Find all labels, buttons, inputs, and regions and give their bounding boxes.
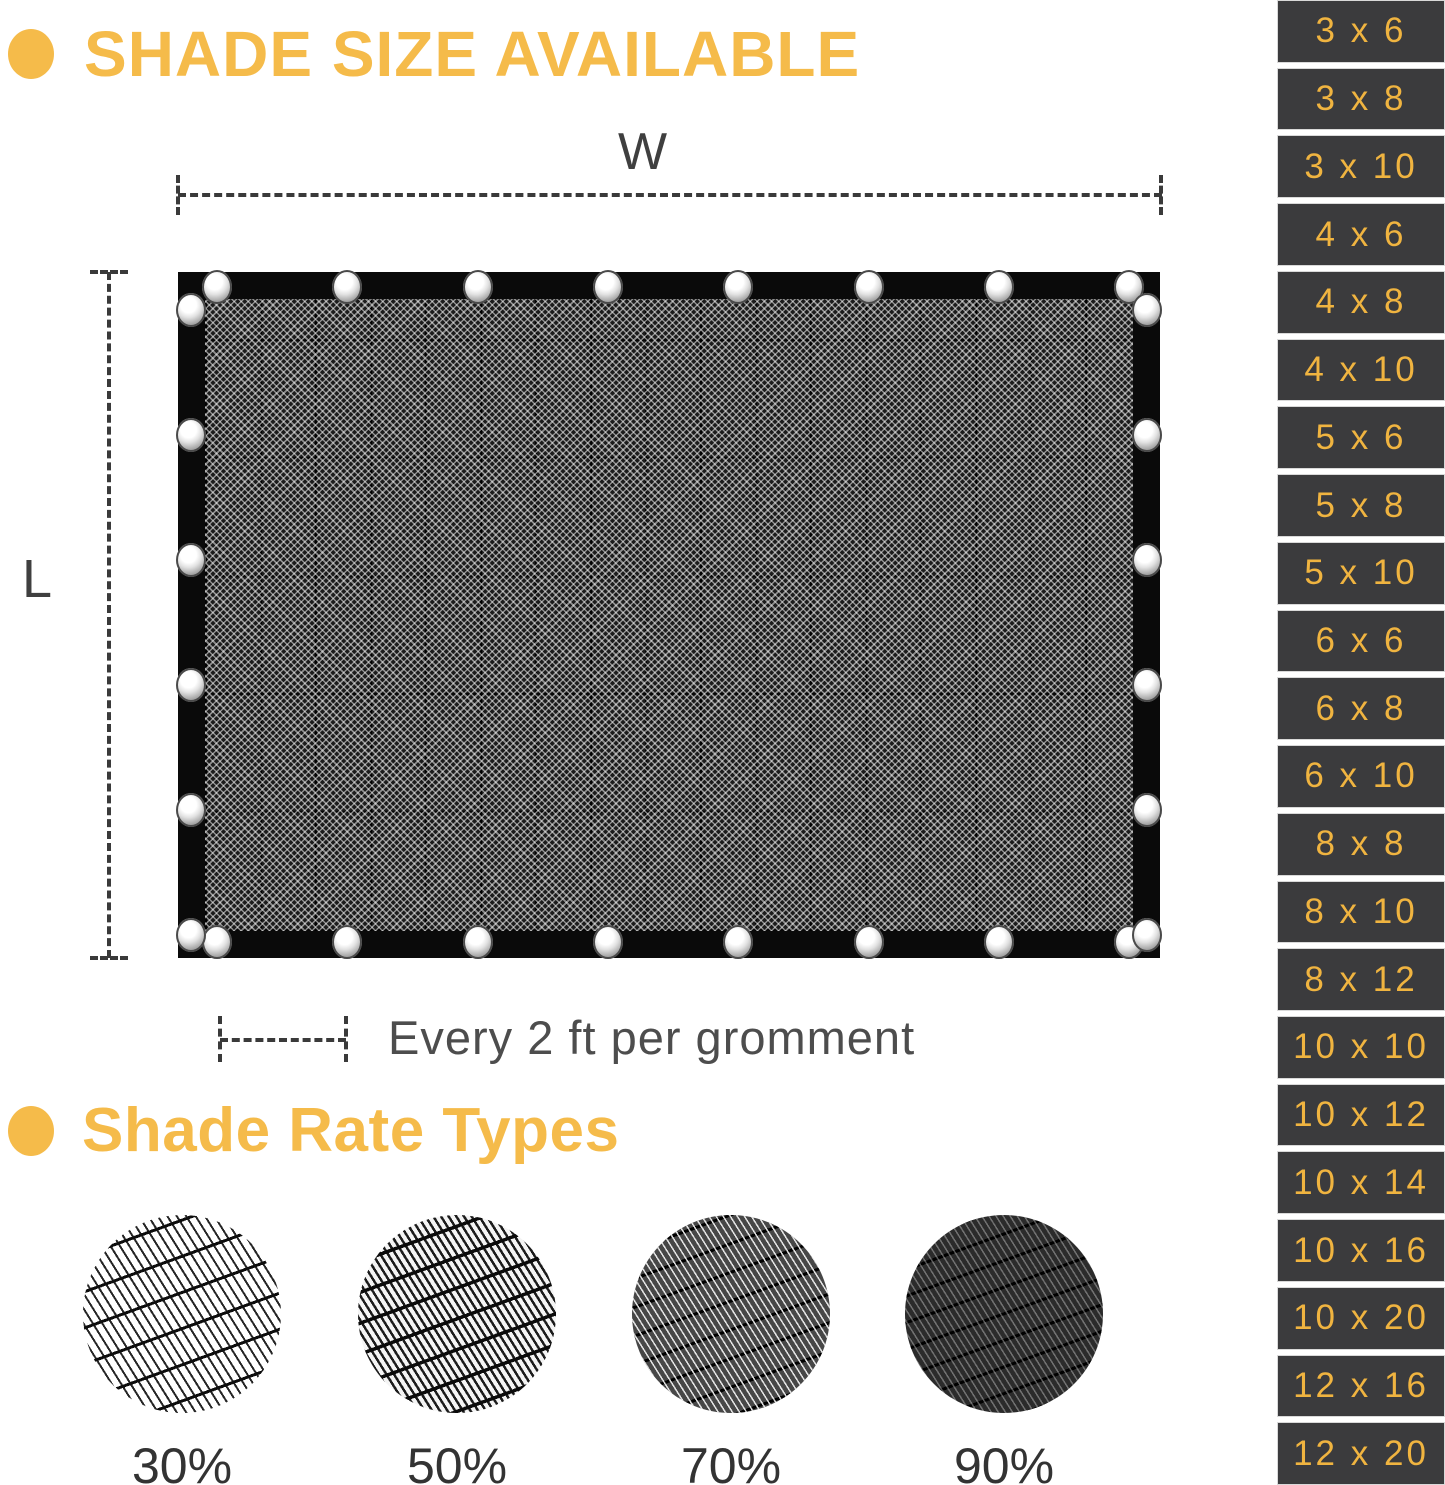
size-option-label: 4 x 8 [1315,282,1407,322]
grommet-icon [854,270,884,304]
size-option [1277,948,1445,1011]
grommet-icon [984,925,1014,959]
size-option-label: 6 x 6 [1315,620,1407,660]
shade-rate-sample [879,1215,1129,1485]
shade-size-title: SHADE SIZE AVAILABLE [84,18,861,90]
size-option [1277,881,1445,944]
grommet-icon [176,668,206,702]
shade-rate-percent: 50% [406,1438,508,1485]
grommet-icon [723,270,753,304]
length-dimension-line [107,272,111,958]
size-option [1277,68,1445,131]
size-option-label: 3 x 6 [1315,11,1407,51]
grommet-spacing-tick-left [218,1016,222,1062]
size-option-label: 4 x 10 [1304,350,1418,390]
size-option-label: 6 x 8 [1315,688,1407,728]
size-option-label: 5 x 8 [1315,485,1407,525]
grommet-icon [202,925,232,959]
size-option [1277,542,1445,605]
size-option-label: 10 x 14 [1293,1162,1429,1202]
shade-rate-title: Shade Rate Types [82,1096,620,1165]
size-option [1277,1422,1445,1485]
bullet-icon [8,29,54,79]
size-option-label: 10 x 10 [1293,1027,1429,1067]
grommet-icon [854,925,884,959]
size-option [1277,203,1445,266]
size-option-label: 5 x 6 [1315,417,1407,457]
grommet-icon [176,418,206,452]
size-option-label: 10 x 16 [1293,1230,1429,1270]
width-tick-right [1159,175,1163,215]
shade-size-heading [8,18,861,90]
size-option [1277,1355,1445,1418]
size-option [1277,1016,1445,1079]
mesh-sample-icon [358,1215,556,1413]
width-tick-left [176,175,180,215]
grommet-icon [1132,918,1162,952]
grommet-icon [593,925,623,959]
grommet-icon [176,543,206,577]
grommet-icon [723,925,753,959]
size-option-label: 8 x 10 [1304,891,1418,931]
grommet-icon [332,925,362,959]
width-dimension-line [178,193,1162,197]
size-option [1277,745,1445,808]
grommet-icon [593,270,623,304]
size-option [1277,474,1445,537]
size-option [1277,610,1445,673]
size-option [1277,1084,1445,1147]
grommet-icon [463,270,493,304]
size-option [1277,1151,1445,1214]
grommet-icon [202,270,232,304]
size-option-label: 4 x 6 [1315,214,1407,254]
size-option [1277,271,1445,334]
mesh-sample-icon [83,1215,281,1413]
shade-rate-percent: 30% [131,1438,233,1485]
size-option [1277,677,1445,740]
shade-rate-sample [332,1215,582,1485]
grommet-icon [463,925,493,959]
shade-rate-sample [606,1215,856,1485]
size-option [1277,1219,1445,1282]
size-option-label: 10 x 12 [1293,1095,1429,1135]
size-option-label: 3 x 10 [1304,146,1418,186]
bullet-icon [8,1106,54,1156]
grommet-icon [1132,793,1162,827]
size-option-label: 6 x 10 [1304,756,1418,796]
size-option [1277,135,1445,198]
size-option-label: 8 x 12 [1304,959,1418,999]
shade-rate-percent: 70% [680,1438,782,1485]
size-option-list [1277,0,1445,1485]
shade-rate-heading [8,1096,620,1165]
length-tick-top [90,270,128,274]
size-option-label: 5 x 10 [1304,553,1418,593]
grommet-icon [1132,543,1162,577]
size-option [1277,1287,1445,1350]
width-dimension-label: W [618,123,668,181]
shade-rate-percent: 90% [953,1438,1055,1485]
mesh-sample-icon [905,1215,1103,1413]
size-option [1277,0,1445,63]
grommet-spacing-note: Every 2 ft per gromment [388,1011,916,1064]
shade-net-illustration [178,272,1160,958]
size-option [1277,339,1445,402]
size-option-label: 12 x 20 [1293,1433,1429,1473]
grommet-spacing-tick-right [344,1016,348,1062]
size-option [1277,813,1445,876]
size-option-label: 10 x 20 [1293,1298,1429,1338]
size-option [1277,406,1445,469]
length-dimension-label: L [22,549,53,609]
mesh-sample-icon [632,1215,830,1413]
grommet-icon [176,918,206,952]
size-option-label: 3 x 8 [1315,79,1407,119]
grommet-icon [1132,418,1162,452]
grommet-spacing-line [220,1038,346,1042]
size-option-label: 8 x 8 [1315,824,1407,864]
shade-net-mesh-texture [205,299,1133,931]
grommet-icon [176,793,206,827]
grommet-icon [1132,668,1162,702]
grommet-icon [984,270,1014,304]
shade-rate-sample [57,1215,307,1485]
grommet-icon [1132,293,1162,327]
size-option-label: 12 x 16 [1293,1366,1429,1406]
length-tick-bottom [90,956,128,960]
grommet-icon [176,293,206,327]
